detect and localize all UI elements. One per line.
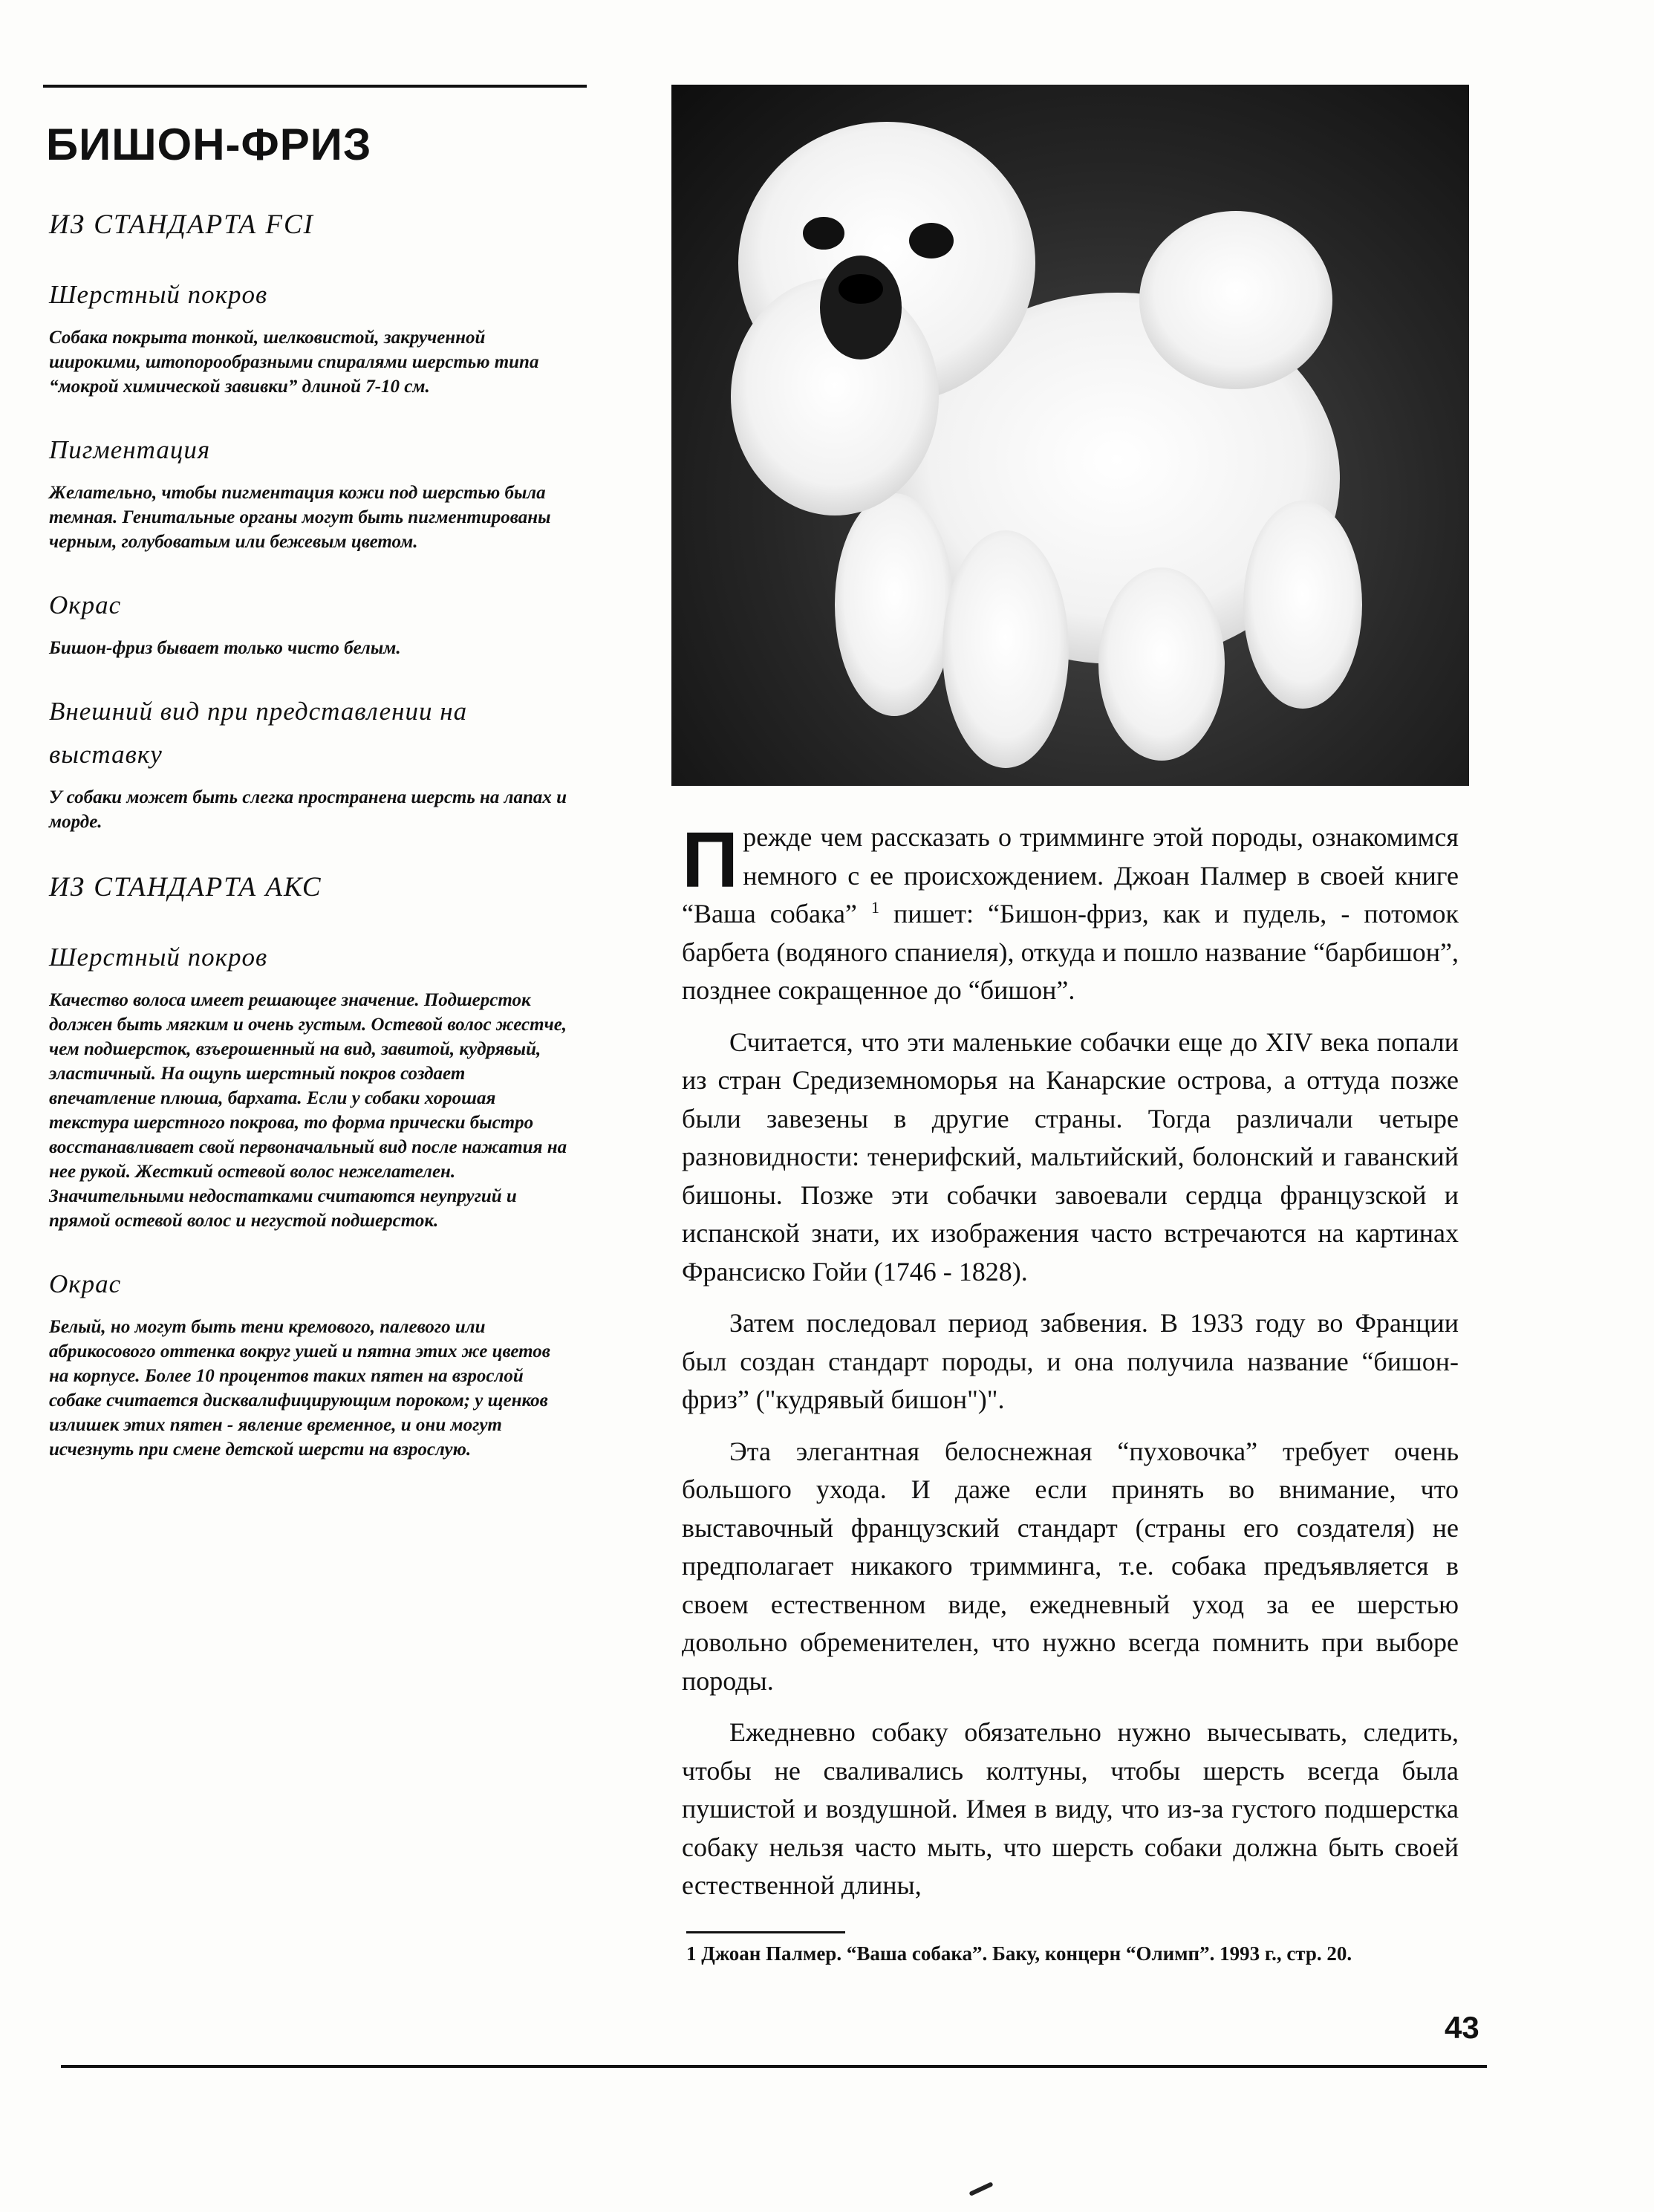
article-paragraph-2: Считается, что эти маленькие собачки еще до XIV века попали из стран Средиземноморья на Канарские острова, а оттуда позже были завезены в другие страны. Тогда различали четыре разновидности: тенерифский, мальтийский, болонский и гаванский бишоны. Позже эти собачки завоевали сердца французской и испанской знати, их изображения часто встречаются на картинах Франсиско Гойи (1746 - 1828). [682, 1027, 1459, 1286]
article-paragraph-4: Эта элегантная белоснежная “пуховочка” требует очень большого ухода. И даже если принять во внимание, что выставочный французский стандарт (страны его создателя) не предполагает никакого тримминга, т.е. собака предъявляется в своем естественном виде, ежедневный уход за ее шерстью довольно обременителен, что нужно всегда помнить при выборе породы. [682, 1436, 1459, 1696]
akc-color-heading: Окрас [49, 1269, 122, 1298]
page-number: 43 [1445, 2010, 1479, 2045]
top-rule [43, 85, 587, 88]
fci-color-heading: Окрас [49, 591, 122, 619]
dog-illustration [671, 85, 1469, 786]
akc-coat-text: Качество волоса имеет решающее значение. Подшерсток должен быть мягким и очень густым. Остевой волос жестче, чем подшерсток, взъерошенный на вид, завитой, кудрявый, эластичный. На ощупь шерстный покров создает впечатление плюша, бархата. Если у собаки хорошая текстура шерстного покрова, то форма прически быстро восстанавливает свой первоначальный вид после нажатия на нее рукой. Жесткий остевой волос нежелателен. Значительными недостатками считаются неупругий и прямой остевой волос и негустой подшерсток. [49, 990, 567, 1231]
fci-pigment-heading: Пигментация [49, 435, 211, 464]
fci-coat-heading: Шерстный покров [49, 280, 268, 309]
left-column [46, 119, 575, 1492]
scan-speck [968, 2182, 993, 2196]
akc-standard-heading: ИЗ СТАНДАРТА АКС [49, 872, 322, 902]
drop-cap: П [682, 816, 739, 904]
article-paragraph-5: Ежедневно собаку обязательно нужно вычесывать, следить, чтобы не сваливались колтуны, чтобы шерсть всегда была пушистой и воздушной. Имея в виду, что из-за густого подшерстка собаку нельзя часто мыть, что шерсть собаки должна быть своей естественной длины, [682, 1717, 1459, 1900]
article-paragraph-1: Прежде чем рассказать о тримминге этой породы, ознакомимся немного с ее происхождением. Джоан Палмер в своей книге “Ваша собака” $^1$ пишет: “Бишон-фриз, как и пудель, - потомок барбета (водяного спаниеля), откуда и пошло название “барбишон”, позднее сокращенное до “бишон”. [682, 816, 1459, 1005]
footnote: 1 Джоан Палмер. “Ваша собака”. Баку, концерн “Олимп”. 1993 г., стр. 20. [686, 1942, 1352, 1965]
akc-color-text: Белый, но могут быть тени кремового, палевого или абрикосового оттенка вокруг ушей и пятна этих же цветов на корпусе. Более 10 процентов таких пятен на взрослой собаке считается дисквалифицирующим пороком; у щенков излишек этих пятен - явление временное, и они могут исчезнуть при смене детской шерсти на взрослую. [49, 1317, 550, 1460]
article-body [682, 816, 1459, 1919]
footnote-ref: 1 [870, 898, 879, 917]
page-title: БИШОН-ФРИЗ [46, 120, 372, 169]
article-paragraph-3: Затем последовал период забвения. В 1933 году во Франции был создан стандарт породы, и она получила название “бишон-фриз” ("кудрявый бишон")". [682, 1308, 1459, 1414]
fci-color-text: Бишон-фриз бывает только чисто белым. [49, 638, 401, 658]
bottom-rule [61, 2065, 1487, 2068]
akc-coat-heading: Шерстный покров [49, 943, 268, 972]
fci-show-heading: Внешний вид при представлении на выставку [49, 697, 468, 769]
fci-pigment-text: Желательно, чтобы пигментация кожи под шерстью была темная. Генитальные органы могут быть пигментированы черным, голубоватым или бежевым цветом. [49, 483, 551, 552]
footnote-rule [686, 1931, 845, 1933]
fci-show-text: У собаки может быть слегка пространена шерсть на лапах и морде. [49, 787, 567, 832]
fci-standard-heading: ИЗ СТАНДАРТА FCI [49, 209, 314, 240]
fci-coat-text: Собака покрыта тонкой, шелковистой, закрученной широкими, штопорообразными спиралями шерстью типа “мокрой химической завивки” длиной 7-10 см. [49, 328, 539, 397]
bichon-frise-photo [671, 85, 1469, 786]
